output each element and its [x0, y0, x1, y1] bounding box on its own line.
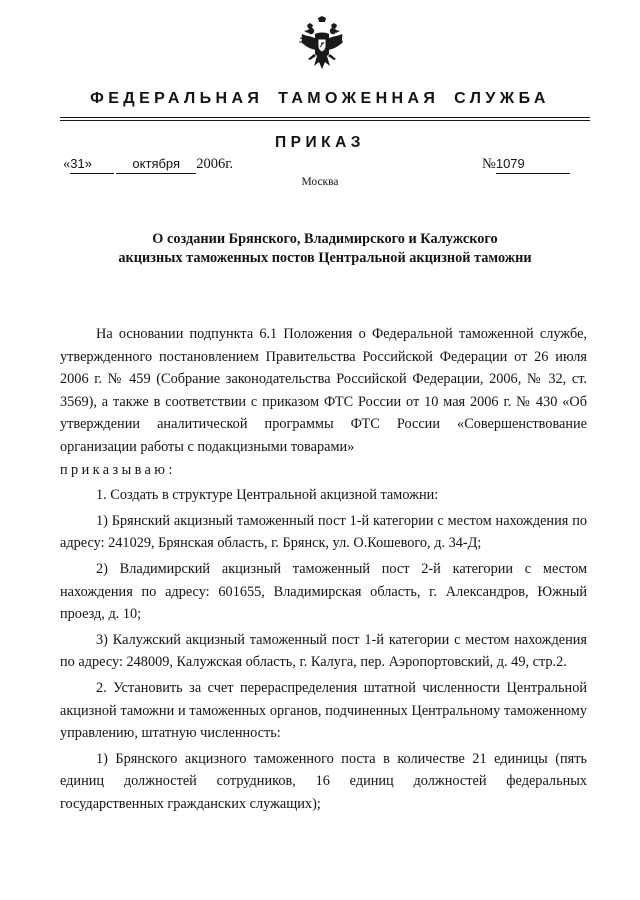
issue-city: Москва — [301, 176, 339, 188]
number-field — [496, 156, 570, 174]
item-1-3: 3) Калужский акцизный таможенный пост 1-й категории с местом нахождения по адресу: 248009, Калужская область, г. Калуга, пер. Аэропортовский, д. 49, стр.2. — [60, 631, 587, 671]
date-year-prefix: 200 — [196, 156, 218, 172]
preamble-paragraph: На основании подпункта 6.1 Положения о Федеральной таможенной службе, утвержденного постановлением Правительства Российской Федерации от 26 июля 2006 г. № 459 (Собрание законодательства Российской Федерации, 2006, № 32, ст. 3569), а также в соответствии с приказом ФТС России от 10 мая 2006 г. № 430 «Об утверждении аналитической программы ФТС России «Совершенствование организации работы с подакцизными товарами» — [60, 326, 587, 455]
header-rule-thick — [60, 117, 590, 118]
date-day-field — [70, 156, 114, 174]
date-year-suffix: 6г. — [218, 156, 234, 172]
order-body — [60, 323, 587, 815]
order-number — [482, 156, 570, 174]
date-day: 31» — [70, 156, 92, 171]
date-open-quote: « — [63, 156, 71, 172]
date-month: октября — [132, 156, 181, 171]
number-prefix: № — [482, 156, 496, 172]
subject-line-2: акцизных таможенных постов Центральной акцизной таможни — [118, 250, 532, 266]
item-2-1: 1) Брянского акцизного таможенного поста в количестве 21 единицы (пять единиц должностей сотрудников, 16 единиц должностей федеральных государственных гражданских служащих); — [60, 750, 587, 812]
order-subject — [60, 230, 590, 268]
subject-line-1: О создании Брянского, Владимирского и Калужского — [152, 231, 498, 247]
document-type-title: ПРИКАЗ — [275, 134, 365, 151]
header-rule-thin — [60, 120, 590, 121]
item-2: 2. Установить за счет перераспределения штатной численности Центральной акцизной таможни и таможенных органов, подчиненных Центральному таможенному управлению, штатную численность: — [60, 679, 587, 742]
item-1-2: 2) Владимирский акцизный таможенный пост 2-й категории с местом нахождения по адресу: 601655, Владимирская область, г. Александров, Южный проезд, д. 10; — [60, 560, 587, 623]
double-headed-eagle-emblem-icon — [298, 16, 346, 72]
number-value: 1079 — [495, 156, 525, 171]
order-word: приказываю: — [60, 461, 176, 478]
date-month-field — [116, 156, 196, 174]
order-date — [63, 156, 233, 174]
agency-name: ФЕДЕРАЛЬНАЯ ТАМОЖЕННАЯ СЛУЖБА — [90, 90, 550, 107]
item-1-1: 1) Брянский акцизный таможенный пост 1-й категории с местом нахождения по адресу: 241029, Брянская область, г. Брянск, ул. О.Кошевого, д. 34-Д; — [60, 512, 587, 552]
item-1: 1. Создать в структуре Центральной акцизной таможни: — [96, 487, 439, 504]
